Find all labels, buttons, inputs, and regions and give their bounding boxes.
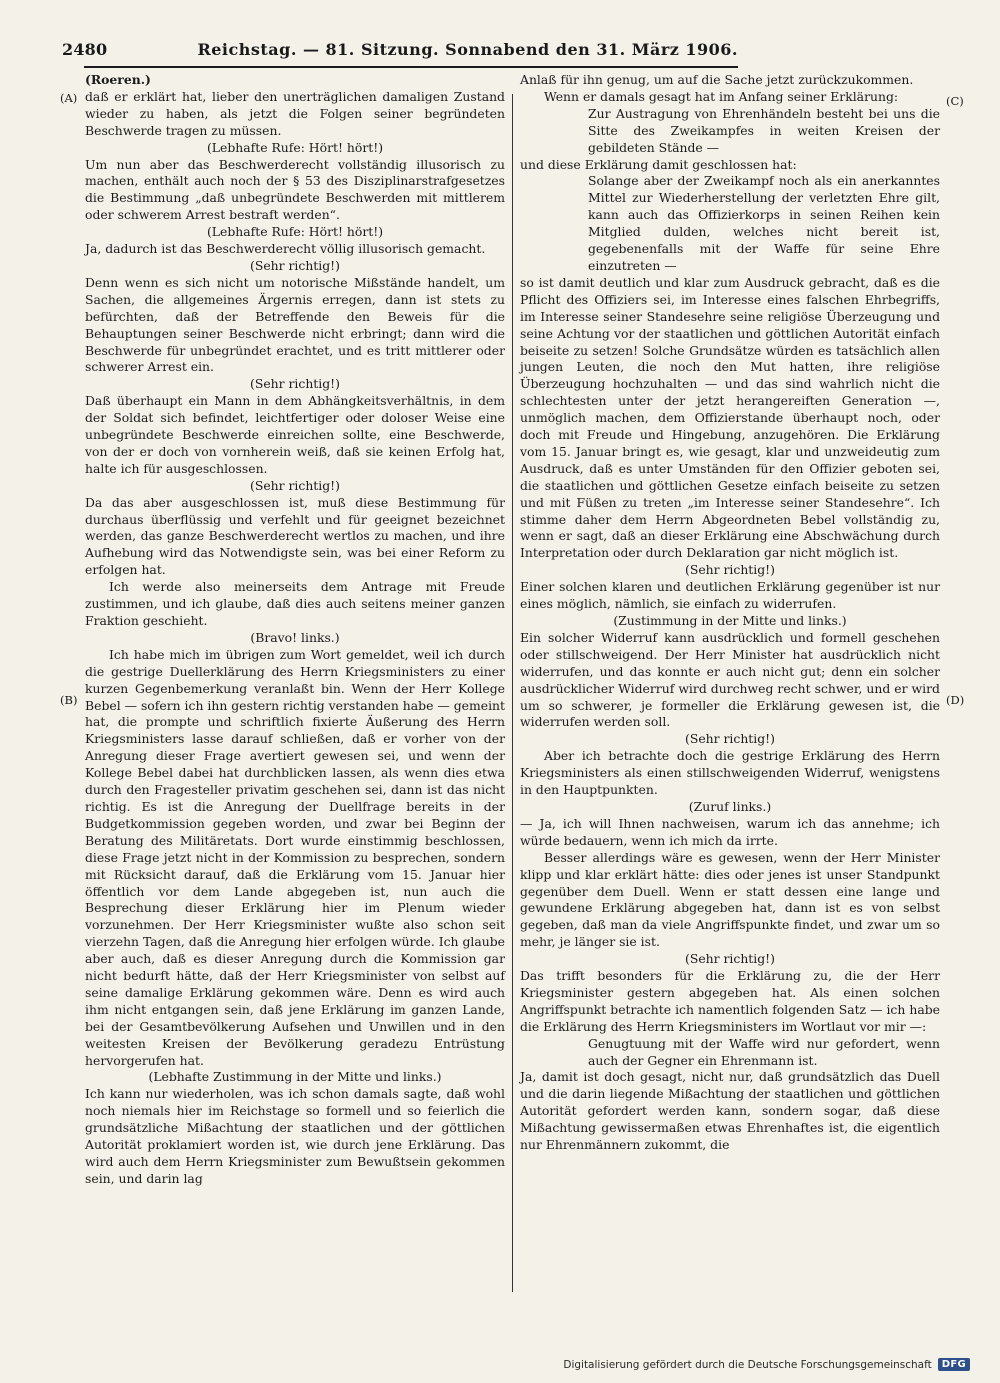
left-column xyxy=(85,72,505,1188)
running-header xyxy=(62,40,738,64)
right-interjection: (Zuruf links.) xyxy=(688,798,772,814)
margin-mark-c: (C) xyxy=(946,94,964,108)
left-paragraph: Ja, dadurch ist das Beschwerderecht völlig illusorisch gemacht. xyxy=(85,241,486,257)
left-paragraph: Um nun aber das Beschwerderecht vollständig illusorisch zu machen, enthält auch noch der § 53 des Disziplinarstrafgesetzes die Bestimmung „daß unbegründete Beschwerden mit mittlerem oder schwerem Arrest bestraft werden“. xyxy=(85,156,505,223)
right-interjection: (Zustimmung in der Mitte und links.) xyxy=(613,613,847,628)
margin-mark-b: (B) xyxy=(60,693,78,707)
page-number: 2480 xyxy=(62,40,108,59)
left-interjection: (Bravo! links.) xyxy=(250,629,340,645)
right-paragraph: und diese Erklärung damit geschlossen hat: xyxy=(520,156,797,172)
right-paragraph: Anlaß für ihn genug, um auf die Sache jetzt zurückzukommen. xyxy=(520,72,914,87)
right-paragraph: Das trifft besonders für die Erklärung zu, die der Herr Kriegsminister gestern abgegeben hat. Als einen solchen Angriffspunkt betrachte ich namentlich folgenden Satz — ich habe die Erklärung des Herrn Kriegsministers im Wortlaut vor mir —: xyxy=(520,968,940,1034)
margin-mark-a: (A) xyxy=(60,91,78,105)
left-speaker-name: (Roeren.) xyxy=(85,72,151,87)
left-interjection: (Sehr richtig!) xyxy=(250,376,340,392)
right-quotation: Genugtuung mit der Waffe wird nur gefordert, wenn auch der Gegner ein Ehrenmann ist. xyxy=(588,1035,940,1068)
left-paragraph: Ich werde also meinerseits dem Antrage mit Freude zustimmen, und ich glaube, daß dies auch seitens meiner ganzen Fraktion geschieht. xyxy=(85,579,505,628)
left-interjection: (Lebhafte Rufe: Hört! hört!) xyxy=(206,139,384,155)
right-quotation: Zur Austragung von Ehrenhändeln besteht bei uns die Sitte des Zweikampfes in weiten Kreisen der gebildeten Stände — xyxy=(588,105,940,155)
left-interjection: (Sehr richtig!) xyxy=(250,477,340,493)
column-divider xyxy=(512,94,513,1292)
footer xyxy=(563,1358,970,1371)
left-interjection: (Sehr richtig!) xyxy=(250,257,340,273)
footer-credit: Digitalisierung gefördert durch die Deutsche Forschungsgemeinschaft xyxy=(563,1358,932,1371)
margin-mark-d: (D) xyxy=(946,693,965,707)
right-column xyxy=(520,72,940,1154)
right-quotation: Solange aber der Zweikampf noch als ein anerkanntes Mittel zur Wiederherstellung der verletzten Ehre gilt, kann auch das Offizierkorps in seinen Reihen kein Mitglied dulden, welches nicht bereit ist, gegebenenfalls mit der Waffe für seine Ehre einzutreten — xyxy=(588,173,940,273)
right-paragraph: — Ja, ich will Ihnen nachweisen, warum ich das annehme; ich würde bedauern, wenn ich mich da irrte. xyxy=(520,815,940,848)
left-paragraph: daß er erklärt hat, lieber den unerträglichen damaligen Zustand wieder zu haben, als jetzt die Folgen seiner begründeten Beschwerde tragen zu müssen. xyxy=(85,88,505,138)
dfg-logo-icon: DFG xyxy=(938,1358,970,1371)
left-interjection: (Lebhafte Rufe: Hört! hört!) xyxy=(206,224,384,240)
right-paragraph: Einer solchen klaren und deutlichen Erklärung gegenüber ist nur eines möglich, nämlich, sie einfach zu widerrufen. xyxy=(520,579,940,612)
right-interjection: (Sehr richtig!) xyxy=(685,562,775,578)
left-interjection: (Lebhafte Zustimmung in der Mitte und links.) xyxy=(148,1069,442,1085)
right-paragraph: Wenn er damals gesagt hat im Anfang seiner Erklärung: xyxy=(544,88,899,104)
left-paragraph: Ich kann nur wiederholen, was ich schon damals sagte, daß wohl noch niemals hier im Reichstage so formell und so feierlich die grundsätzliche Mißachtung der staatlichen und der göttlichen Autorität proklamiert worden ist, wie durch jene Erklärung. Das wird auch dem Herrn Kriegsminister zum Bewußtsein gekommen sein, und darin lag xyxy=(85,1086,505,1186)
right-paragraph: Besser allerdings wäre es gewesen, wenn der Herr Minister klipp und klar erklärt hätte: dies oder jenes ist unser Standpunkt gegenüber dem Duell. Wenn er statt dessen eine lange und gewundene Erklärung abgegeben hat, dann ist es von selbst gegeben, daß man da viele Angriffspunkte findet, und zwar um so mehr, je länger sie ist. xyxy=(520,849,940,950)
left-paragraph: Ich habe mich im übrigen zum Wort gemeldet, weil ich durch die gestrige Duellerklärung des Herrn Kriegsministers zu einer kurzen Gegenbemerkung veranlaßt bin. Wenn der Herr Kollege Bebel — sofern ich ihn gestern richtig verstanden habe — gemeint hat, die prompte und schriftlich fixierte Äußerung des Herrn Kriegsministers lasse darauf schließen, daß er vorher von der Anregung dieser Frage avertiert gewesen sei, und wenn der Kollege Bebel dabei hat durchblicken lassen, als wenn dies etwa durch den Fragesteller privatim geschehen sei, dann ist das nicht richtig. Es ist die Anregung der Duellfrage bereits in der Budgetkommission gegeben worden, und zwar bei Beginn der Beratung des Militäretats. Dort wurde einstimmig beschlossen, diese Frage jetzt nicht in der Kommission zu besprechen, sondern mit Rücksicht darauf, daß die Erklärung vom 15. Januar hier öffentlich vor dem Lande abgegeben ist, nun auch die Besprechung dieser Erklärung hier im Plenum wieder vorzunehmen. Der Herr Kriegsminister wußte also schon seit vierzehn Tagen, daß die Anregung hier erfolgen würde. Ich glaube aber auch, daß es dieser Anregung durch die Kommission gar nicht bedurft hätte, daß der Herr Kriegsminister von selbst auf seine damalige Erklärung gekommen wäre. Denn es wird auch ihm nicht entgangen sein, daß jene Erklärung im ganzen Lande, bei der Gesamtbevölkerung Aufsehen und Unwillen und in den weitesten Kreisen der Bevölkerung geradezu Entrüstung hervorgerufen hat. xyxy=(85,646,505,1068)
header-title: Reichstag. — 81. Sitzung. Sonnabend den 31. März 1906. xyxy=(197,40,738,59)
left-paragraph: Denn wenn es sich nicht um notorische Mißstände handelt, um Sachen, die allgemeines Ärgernis erregen, dann ist stets zu befürchten, daß der Betreffende den Beweis für die Behauptungen seiner Beschwerde nicht erbringt; dann wird die Beschwerde für unbegründet erachtet, und es tritt mittlerer oder schwerer Arrest ein. xyxy=(85,274,505,375)
right-interjection: (Sehr richtig!) xyxy=(685,951,775,967)
right-paragraph: Aber ich betrachte doch die gestrige Erklärung des Herrn Kriegsministers als einen stillschweigenden Widerruf, wenigstens in den Hauptpunkten. xyxy=(520,748,940,798)
left-paragraph: Da das aber ausgeschlossen ist, muß diese Bestimmung für durchaus überflüssig und verfehlt und für geeignet bezeichnet werden, das ganze Beschwerderecht wertlos zu machen, und ihre Aufhebung wird das Notwendigste sein, was bei einer Reform zu erfolgen hat. xyxy=(85,494,505,578)
right-interjection: (Sehr richtig!) xyxy=(685,731,775,747)
header-rule xyxy=(84,66,738,68)
right-paragraph: Ja, damit ist doch gesagt, nicht nur, daß grundsätzlich das Duell und die darin liegende Mißachtung der staatlichen und göttlichen Autorität gefordert werden kann, sondern sogar, daß diese Mißachtung gewissermaßen etwas Ehrenhaftes ist, die eigentlich nur Ehrenmännern zukommt, die xyxy=(520,1069,940,1153)
right-paragraph: Ein solcher Widerruf kann ausdrücklich und formell geschehen oder stillschweigend. Der Herr Minister hat ausdrücklich nicht widerrufen, und das konnte er auch nicht gut; denn ein solcher ausdrücklicher Widerruf wird durchweg recht schwer, und er wird um so schwerer, je formeller die Erklärung gewesen ist, die widerrufen werden soll. xyxy=(520,629,940,730)
left-paragraph: Daß überhaupt ein Mann in dem Abhängkeitsverhältnis, in dem der Soldat sich befindet, leichtfertiger oder doloser Weise eine unbegründete Beschwerde einreichen sollte, eine Beschwerde, von der er doch von vornherein weiß, daß sie keinen Erfolg hat, halte ich für ausgeschlossen. xyxy=(85,393,505,476)
right-paragraph: so ist damit deutlich und klar zum Ausdruck gebracht, daß es die Pflicht des Offiziers sei, im Interesse eines falschen Ehrbegriffs, im Interesse seiner Standesehre seine religiöse Überzeugung und seine Achtung vor der staatlichen und göttlichen Autorität einfach beiseite zu setzen! Solche Grundsätze würden es tatsächlich allen jungen Leuten, die noch den Mut hatten, ihre religiöse Überzeugung hochzuhalten — und das sind wahrlich nicht die schlechtesten unter der jetzt herangereiften Generation —, unmöglich machen, dem Offizierstande überhaupt noch, oder doch mit Freude und Hingebung, anzugehören. Die Erklärung vom 15. Januar bringt es, wie gesagt, klar und unzweideutig zum Ausdruck, daß es unter Umständen für den Offizier geboten sei, die staatlichen und göttlichen Gesetze einfach beiseite zu setzen und mit Füßen zu treten „im Interesse seiner Standesehre“. Ich stimme daher dem Herrn Abgeordneten Bebel vollständig zu, wenn er sagt, daß an dieser Erklärung eine Abschwächung durch Interpretation oder durch Deklaration gar nicht möglich ist. xyxy=(520,274,940,561)
